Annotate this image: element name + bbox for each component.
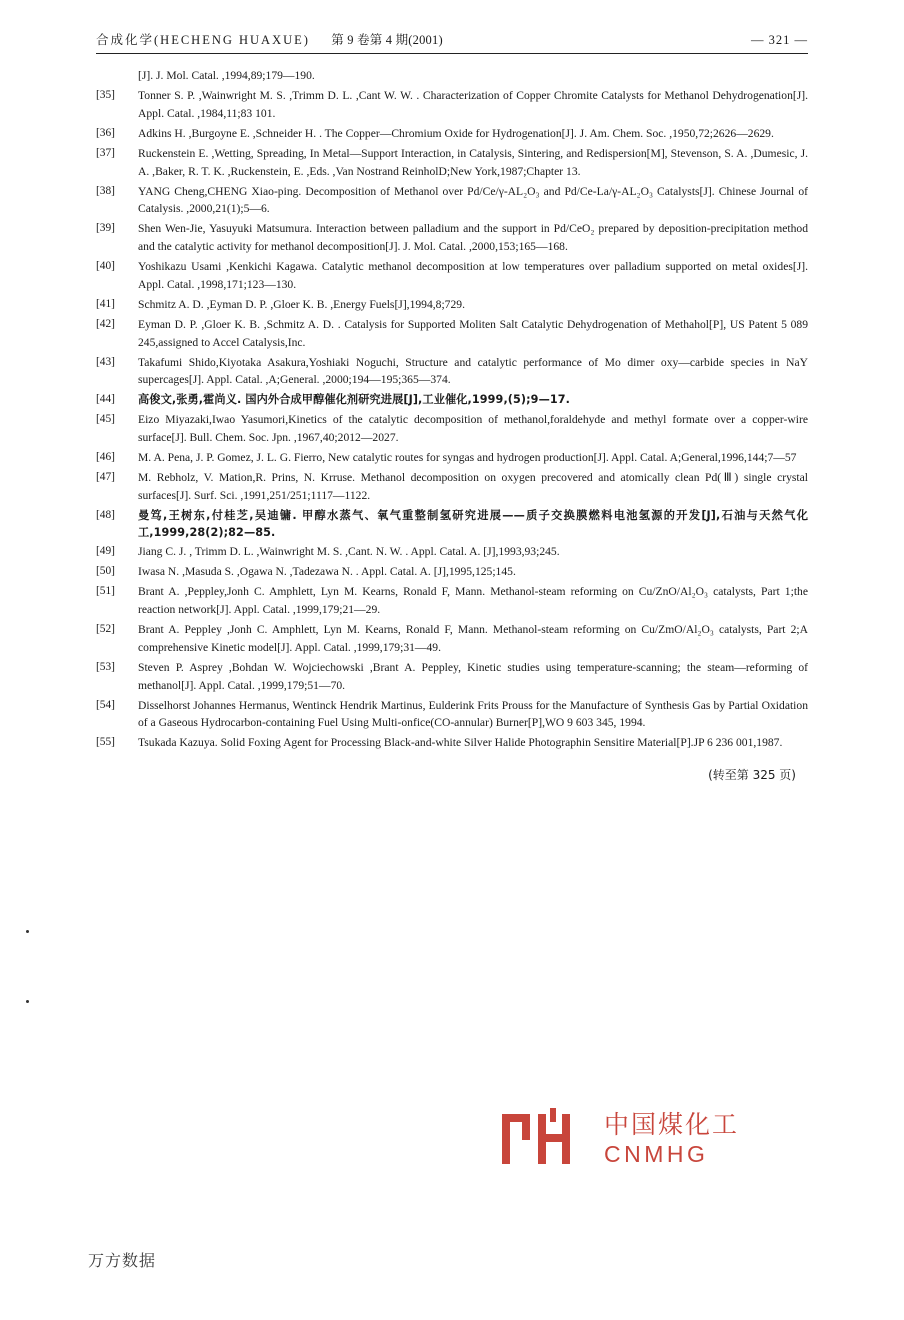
reference-entry bbox=[96, 449, 808, 467]
reference-number: [44] bbox=[96, 393, 115, 406]
reference-number: [53] bbox=[96, 660, 115, 673]
reference-entry bbox=[96, 220, 808, 255]
journal-issue: 第 9 卷第 4 期(2001) bbox=[331, 33, 443, 47]
reference-text: Yoshikazu Usami ,Kenkichi Kagawa. Catalytic methanol decomposition at low temperatures over palladium supported on metal oxides[J]. Appl. Catal. ,1998,171;123—130. bbox=[138, 260, 808, 291]
reference-number: [48] bbox=[96, 508, 115, 521]
reference-number: [46] bbox=[96, 450, 115, 463]
reference-number: [40] bbox=[96, 260, 115, 273]
reference-number: [39] bbox=[96, 222, 115, 235]
reference-text: Iwasa N. ,Masuda S. ,Ogawa N. ,Tadezawa N. . Appl. Catal. A. [J],1995,125;145. bbox=[138, 565, 516, 579]
reference-entry bbox=[96, 391, 808, 408]
reference-number: [43] bbox=[96, 355, 115, 368]
reference-entry bbox=[96, 67, 808, 85]
page-speck bbox=[26, 1000, 29, 1003]
watermark-label: 万方数据 bbox=[88, 1251, 157, 1270]
reference-text: Brant A. Peppley ,Jonh C. Amphlett, Lyn M. Kearns, Ronald F, Mann. Methanol-steam reforming on Cu/ZmO/Al₂O₃ catalysts, Part 2;A comprehensive Kinetic model[J]. Appl. Catal. ,1999,179;31—49. bbox=[138, 623, 808, 654]
reference-text: Eyman D. P. ,Gloer K. B. ,Schmitz A. D. . Catalysis for Supported Moliten Salt Catalytic Dehydrogenation of Methahol[P], US Patent 5 089 245,assigned to Accel Catalysis,Inc. bbox=[138, 317, 808, 349]
reference-entry bbox=[96, 87, 808, 122]
reference-text: Eizo Miyazaki,Iwao Yasumori,Kinetics of the catalytic decomposition of methanol,foraldehyde and methyl formate over a copper-wire surface[J]. Bull. Chem. Soc. Jpn. ,1967,40;2012—2027. bbox=[138, 413, 808, 444]
reference-number: [36] bbox=[96, 126, 115, 139]
reference-number: [37] bbox=[96, 146, 115, 159]
reference-entry bbox=[96, 659, 808, 694]
logo-chinese-name: 中国煤化工 bbox=[604, 1110, 740, 1140]
page-header bbox=[96, 30, 808, 52]
logo-mark-icon bbox=[498, 1108, 590, 1170]
reference-entry bbox=[96, 563, 808, 581]
reference-entry bbox=[96, 296, 808, 314]
reference-text: 曼笃,王树东,付桂芝,吴迪镛. 甲醇水蒸气、氧气重整制氢研究进展——质子交换膜燃料电池氢源的开发[J],石油与天然气化工,1999,28(2);82—85. bbox=[138, 508, 808, 539]
reference-entry bbox=[96, 734, 808, 752]
reference-text: Shen Wen-Jie, Yasuyuki Matsumura. Interaction between palladium and the support in Pd/CeO₂ prepared by deposition-precipitation method and the catalytic activity for methanol decomposition[J]. J. Mol. Catal. ,2000,153;165—168. bbox=[138, 222, 808, 253]
reference-text: M. Rebholz, V. Mation,R. Prins, N. Krruse. Methanol decomposition on oxygen precovered and atomically clean Pd(Ⅲ) single crystal surfaces[J]. Surf. Sci. ,1991,251/251;1117—1122. bbox=[138, 471, 808, 502]
reference-number: [35] bbox=[96, 89, 115, 102]
reference-entry bbox=[96, 411, 808, 446]
reference-number: [54] bbox=[96, 698, 115, 711]
continuation-note: (转至第 325 页) bbox=[708, 767, 796, 782]
reference-entry bbox=[96, 507, 808, 541]
reference-text: YANG Cheng,CHENG Xiao-ping. Decomposition of Methanol over Pd/Ce/γ-AL₂O₃ and Pd/Ce-La/γ-AL₂O₃ Catalysts[J]. Chinese Journal of Catalysis. ,2000,21(1);5—6. bbox=[138, 184, 808, 216]
reference-text: Jiang C. J. , Trimm D. L. ,Wainwright M. S. ,Cant. N. W. . Appl. Catal. A. [J],1993,93;245. bbox=[138, 545, 560, 559]
header-divider bbox=[96, 53, 808, 54]
reference-number: [42] bbox=[96, 317, 115, 330]
reference-entry bbox=[96, 316, 808, 351]
reference-number: [47] bbox=[96, 471, 115, 484]
reference-list bbox=[96, 67, 808, 752]
reference-text: Adkins H. ,Burgoyne E. ,Schneider H. . The Copper—Chromium Oxide for Hydrogenation[J]. J. Am. Chem. Soc. ,1950,72;2626—2629. bbox=[138, 126, 774, 140]
reference-entry bbox=[96, 543, 808, 561]
reference-number: [45] bbox=[96, 413, 115, 426]
reference-text: M. A. Pena, J. P. Gomez, J. L. G. Fierro, New catalytic routes for syngas and hydrogen production[J]. Appl. Catal. A;General,1996,144;7—57 bbox=[138, 450, 797, 464]
reference-number: [41] bbox=[96, 297, 115, 310]
reference-text: Takafumi Shido,Kiyotaka Asakura,Yoshiaki Noguchi, Structure and catalytic performance of Mo dimer oxy—carbide species in NaY supercages[J]. Appl. Catal. ,A;General. ,2000;194—195;365—374. bbox=[138, 355, 808, 387]
cnmhg-logo bbox=[498, 1108, 739, 1170]
reference-number: [52] bbox=[96, 623, 115, 636]
reference-text: Tonner S. P. ,Wainwright M. S. ,Trimm D. L. ,Cant W. W. . Characterization of Copper Chromite Catalysts for Methanol Dehydrogenation[J]. Appl. Catal. ,1984,11;83 101. bbox=[138, 89, 808, 120]
page-number: — 321 — bbox=[751, 33, 808, 47]
logo-text bbox=[604, 1112, 739, 1165]
reference-text: Brant A. ,Peppley,Jonh C. Amphlett, Lyn M. Kearns, Ronald F, Mann. Methanol-steam reforming on Cu/ZnO/Al₂O₃ catalysts, Part 1;the reaction network[J]. Appl. Catal. ,1999,179;21—29. bbox=[138, 585, 808, 617]
reference-entry bbox=[96, 621, 808, 656]
reference-text: Disselhorst Johannes Hermanus, Wentinck Hendrik Martinus, Eulderink Frits Prouss for the Manufacture of Synthesis Gas by Partial Oxidation of a Gaseous Hydrocarbon-containing Fuel Using Multi-onfice(CO-annular) Burner[P],WO 9 603 345, 1994. bbox=[138, 698, 808, 730]
header-left bbox=[96, 30, 443, 48]
reference-number: [50] bbox=[96, 565, 115, 578]
reference-number: [38] bbox=[96, 184, 115, 197]
reference-number: [49] bbox=[96, 545, 115, 558]
reference-entry bbox=[96, 258, 808, 293]
journal-title: 合成化学(HECHENG HUAXUE) bbox=[96, 33, 310, 47]
reference-text: Ruckenstein E. ,Wetting, Spreading, In Metal—Support Interaction, in Catalysis, Sintering, and Redispersion[M], Stevenson, S. A. ,Dumesic, J. A. ,Baker, R. T. K. ,Ruckenstein, E. ,Eds. ,Van Nostrand ReinholD;New York,1987;Chapter 13. bbox=[138, 146, 808, 178]
logo-english-name: CNMHG bbox=[604, 1140, 709, 1167]
reference-text: Schmitz A. D. ,Eyman D. P. ,Gloer K. B. ,Energy Fuels[J],1994,8;729. bbox=[138, 297, 465, 311]
reference-entry bbox=[96, 125, 808, 143]
reference-entry bbox=[96, 469, 808, 504]
reference-entry bbox=[96, 583, 808, 618]
page-speck bbox=[26, 930, 29, 933]
reference-text: [J]. J. Mol. Catal. ,1994,89;179—190. bbox=[138, 69, 315, 82]
reference-number: [55] bbox=[96, 736, 115, 749]
reference-text: Tsukada Kazuya. Solid Foxing Agent for Processing Black-and-white Silver Halide Photographin Sensitire Material[P].JP 6 236 001,1987. bbox=[138, 736, 783, 750]
reference-entry bbox=[96, 183, 808, 218]
reference-entry bbox=[96, 354, 808, 389]
reference-entry bbox=[96, 697, 808, 732]
reference-entry bbox=[96, 145, 808, 180]
reference-text: Steven P. Asprey ,Bohdan W. Wojciechowski ,Brant A. Peppley, Kinetic studies using temperature-scanning; the steam—reforming of methanol[J]. Appl. Catal. ,1999,179;51—70. bbox=[138, 660, 808, 692]
reference-text: 高俊文,张勇,霍尚义. 国内外合成甲醇催化剂研究进展[J],工业催化,1999,(5);9—17. bbox=[138, 393, 570, 407]
reference-number: [51] bbox=[96, 585, 115, 598]
